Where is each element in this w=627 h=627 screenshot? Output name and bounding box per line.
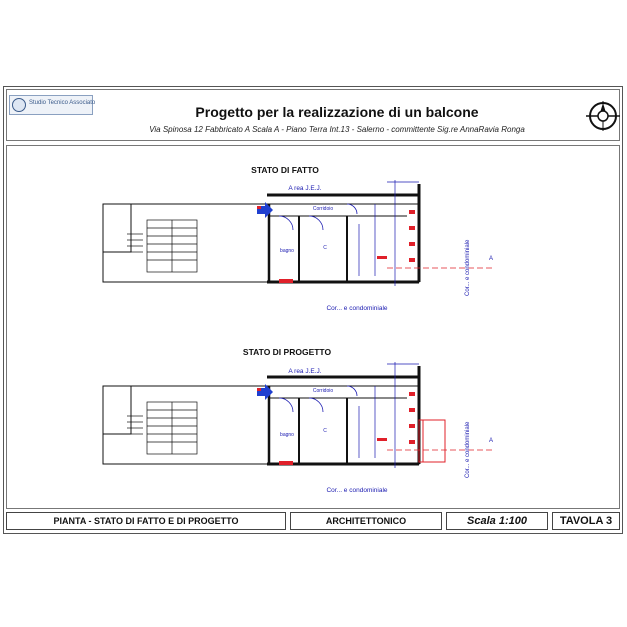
north-arrow-icon — [585, 98, 621, 134]
plan-heading: STATO DI FATTO — [251, 165, 319, 175]
bath-label: bagno — [280, 432, 294, 438]
section-marker: A — [489, 438, 494, 444]
side-courtyard-label: Cor... e condominiale — [465, 239, 471, 296]
corridor-label: Corridoio — [312, 388, 334, 394]
bath-label: bagno — [280, 248, 294, 254]
modification-marks — [257, 388, 415, 465]
area-label: A rea J.E.J. — [288, 368, 322, 375]
modification-marks — [257, 206, 415, 283]
plan-heading: STATO DI PROGETTO — [242, 347, 332, 357]
bottom-courtyard-label: Cor... e condominiale — [326, 305, 388, 312]
side-courtyard-label: Cor... e condominiale — [465, 421, 471, 478]
section-marker: A — [489, 256, 494, 262]
project-title: Progetto per la realizzazione di un balcone — [195, 104, 479, 120]
footer-sheet-title: PIANTA - STATO DI FATTO E DI PROGETTO — [6, 512, 286, 530]
title-block-header — [6, 89, 620, 141]
new-balcony — [419, 420, 445, 462]
building-walls — [103, 366, 419, 464]
project-address: Via Spinosa 12 Fabbricato A Scala A - Piano Terra Int.13 - Salerno - committente Sig.re AnnaRavia Ronga — [149, 125, 525, 134]
stairwell — [127, 220, 197, 272]
footer-sheet-number: TAVOLA 3 — [552, 512, 620, 530]
drawing-area — [6, 145, 620, 509]
stairwell — [127, 402, 197, 454]
footer-discipline: ARCHITETTONICO — [290, 512, 442, 530]
bottom-courtyard-label: Cor... e condominiale — [326, 487, 388, 494]
plan-stato-di-progetto — [7, 326, 619, 506]
plan-stato-di-fatto — [7, 146, 619, 326]
footer-scale: Scala 1:100 — [446, 512, 548, 530]
corridor-label: Corridoio — [312, 206, 334, 212]
drawing-sheet — [3, 86, 623, 534]
logo-emblem-icon — [12, 98, 26, 112]
room-label: C — [323, 428, 327, 434]
area-label: A rea J.E.J. — [288, 185, 322, 192]
building-walls — [103, 184, 419, 282]
studio-logo — [9, 95, 96, 115]
room-label: C — [323, 245, 327, 251]
logo-text: Studio Tecnico Associato — [29, 100, 96, 106]
